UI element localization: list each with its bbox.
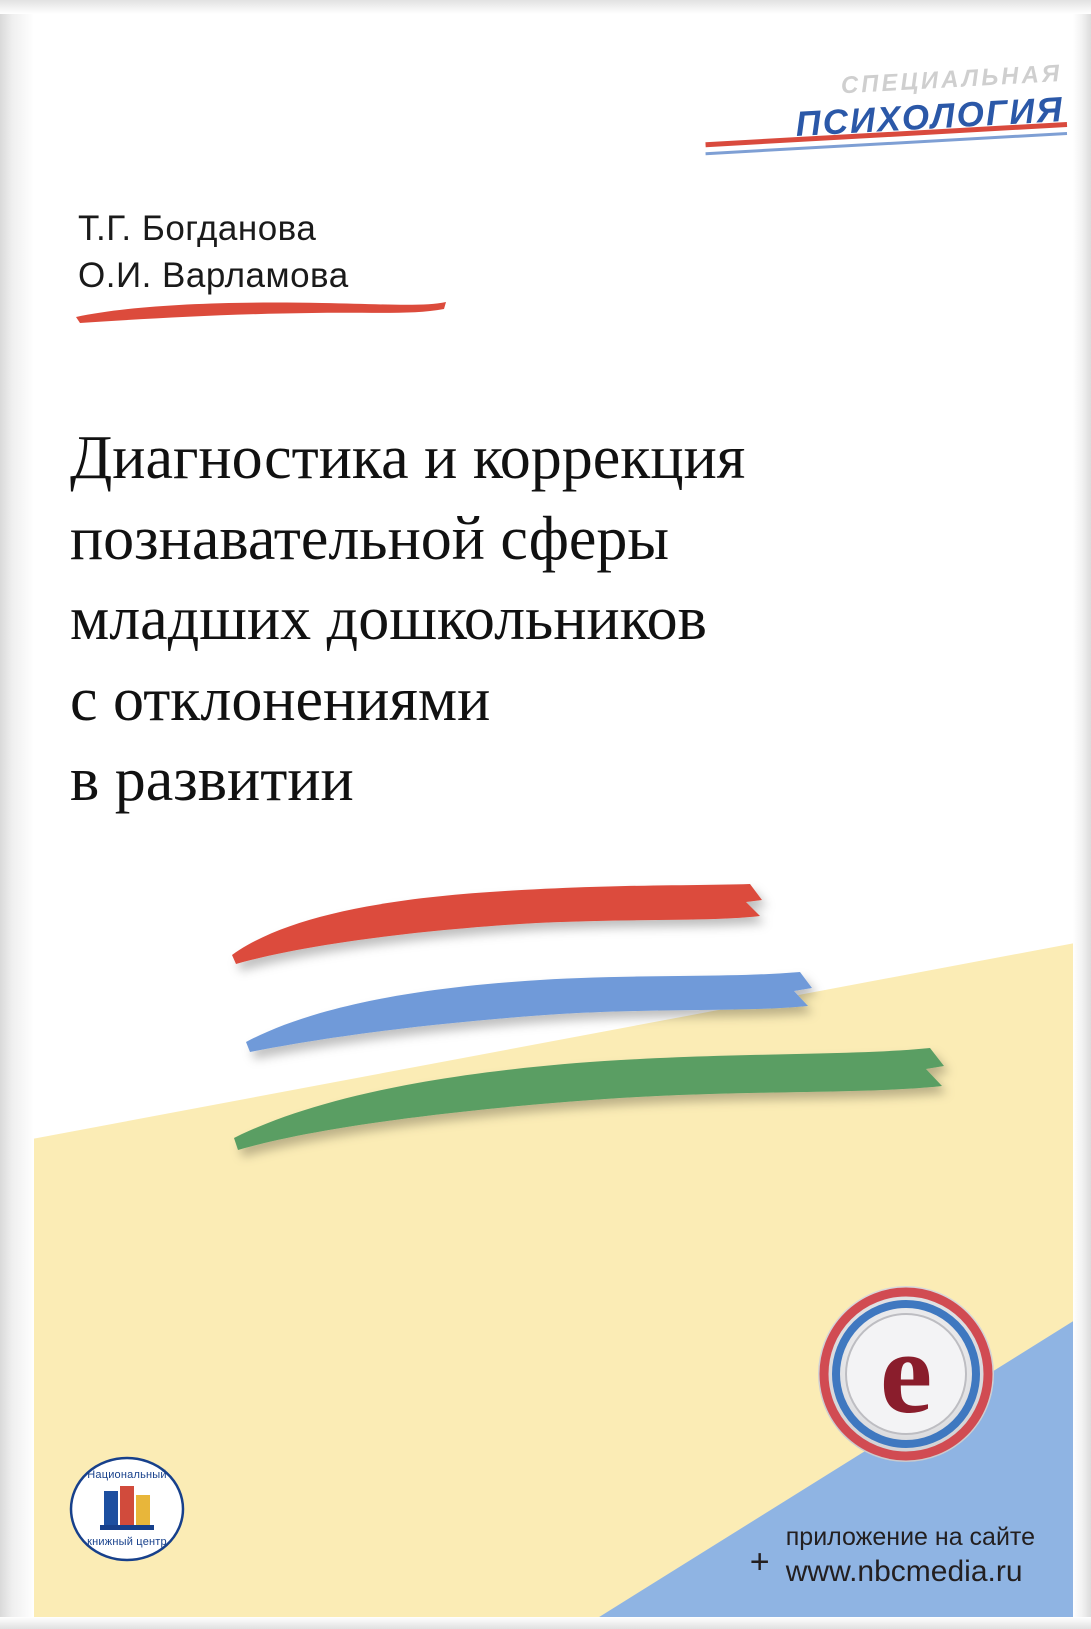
- page-edge-right: [1073, 0, 1091, 1629]
- plus-sign: +: [749, 1543, 770, 1582]
- publisher-logo-text-bottom: книжный центр: [87, 1536, 167, 1548]
- website-note: [749, 1521, 1035, 1591]
- publisher-logo-text-top: Национальный: [87, 1469, 167, 1481]
- page-edge-bottom: [0, 1617, 1091, 1629]
- authors-block: [78, 206, 349, 299]
- title-line: с отклонениями: [70, 665, 491, 734]
- site-note-line1: приложение на сайте: [785, 1522, 1035, 1551]
- book-title: [70, 418, 1030, 821]
- title-line: познавательной сферы: [70, 504, 670, 573]
- page-edge-top: [0, 0, 1091, 14]
- author-underline-stroke: [72, 298, 450, 324]
- series-banner: [709, 60, 1069, 160]
- site-note-url: www.nbcmedia.ru: [785, 1554, 1023, 1588]
- series-label-psychology: ПСИХОЛОГИЯ: [794, 90, 1065, 145]
- author-name: Т.Г. Богданова: [78, 209, 317, 248]
- title-line: в развитии: [70, 746, 354, 815]
- red-stroke: [232, 884, 762, 964]
- title-line: младших дошкольников: [70, 585, 707, 654]
- publisher-logo: [68, 1455, 186, 1563]
- disc-letter: e: [879, 1307, 933, 1438]
- blue-stroke: [246, 972, 812, 1052]
- author-name: О.И. Варламова: [78, 255, 349, 295]
- title-line: Диагностика и коррекция: [70, 424, 746, 492]
- cd-disc-icon: [816, 1284, 996, 1464]
- series-label-special: СПЕЦИАЛЬНАЯ: [840, 60, 1063, 100]
- page-edge-left: [0, 0, 34, 1629]
- green-stroke: [234, 1048, 944, 1150]
- brush-strokes-graphic: [190, 860, 1010, 1240]
